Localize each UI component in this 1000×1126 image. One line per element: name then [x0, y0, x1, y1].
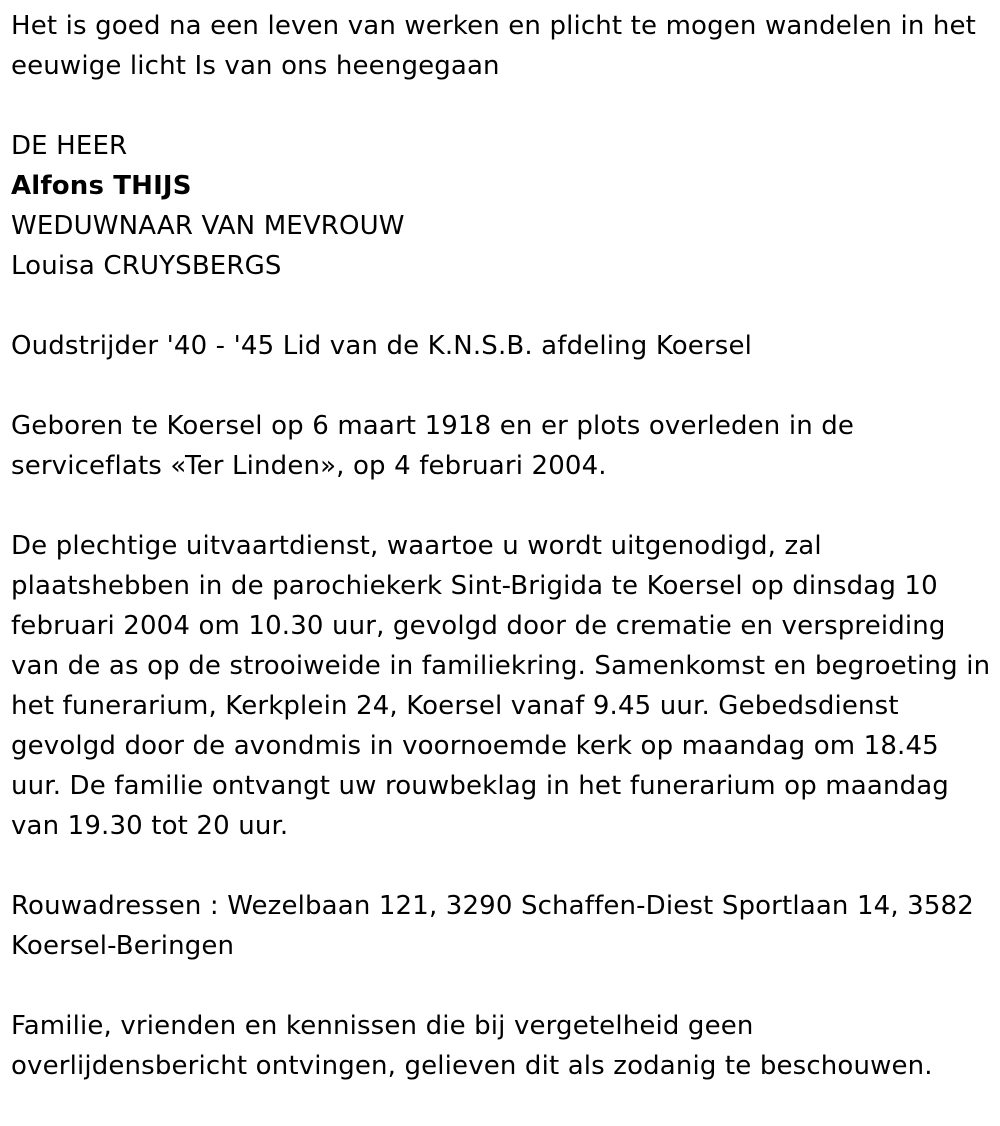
intro-text: Het is goed na een leven van werken en plicht te mogen wandelen in het eeuwige licht Is van ons heengegaan [11, 11, 985, 81]
spacer [11, 286, 991, 326]
spacer [11, 366, 991, 406]
deceased-name: Alfons THIJS [11, 171, 192, 201]
spacer [11, 966, 991, 1006]
relation-text: WEDUWNAAR VAN MEVROUW [11, 211, 405, 241]
affiliation-text: Oudstrijder '40 - '45 Lid van de K.N.S.B. afdeling Koersel [11, 331, 752, 361]
spacer [11, 846, 991, 886]
spacer [11, 486, 991, 526]
title-prefix: DE HEER [11, 131, 128, 161]
addresses-text: Rouwadressen : Wezelbaan 121, 3290 Schaffen-Diest Sportlaan 14, 3582 Koersel-Beringen [11, 891, 983, 961]
obituary-notice [11, 6, 999, 1086]
spacer [11, 86, 991, 126]
birth-death-text: Geboren te Koersel op 6 maart 1918 en er plots overleden in de serviceflats «Ter Linden», op 4 februari 2004. [11, 411, 863, 481]
funeral-text: De plechtige uitvaartdienst, waartoe u wordt uitgenodigd, zal plaatshebben in de parochiekerk Sint-Brigida te Koersel op dinsdag 10 februari 2004 om 10.30 uur, gevolgd door de crematie en verspreiding van de as op de strooiweide in familiekring. Samenkomst en begroeting in het funerarium, Kerkplein 24, Koersel vanaf 9.45 uur. Gebedsdienst gevolgd door de avondmis in voornoemde kerk op maandag om 18.45 uur. De familie ontvangt uw rouwbeklag in het funerarium op maandag van 19.30 tot 20 uur. [11, 531, 999, 841]
spouse-name: Louisa CRUYSBERGS [11, 251, 282, 281]
closing-text: Familie, vrienden en kennissen die bij vergetelheid geen overlijdensbericht ontvingen, gelieven dit als zodanig te beschouwen. [11, 1011, 933, 1081]
